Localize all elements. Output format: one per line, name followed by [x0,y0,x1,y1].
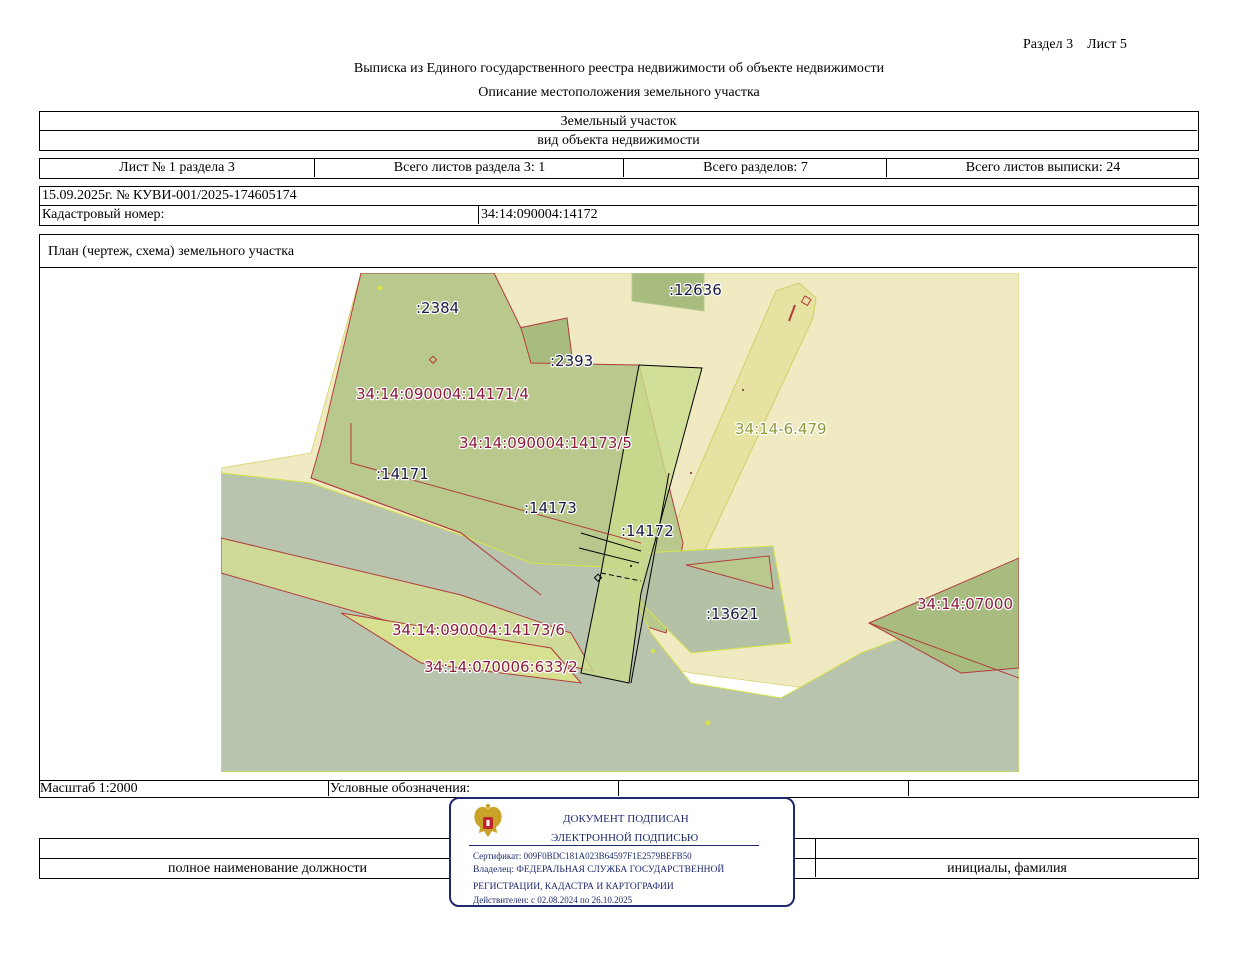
label-12636: :12636 [669,281,722,299]
label-6479: 34:14-6.479 [735,420,827,438]
record-table [39,186,1199,226]
document-subtitle: Описание местоположения земельного участка [478,85,760,100]
stamp-line1: ДОКУМЕНТ ПОДПИСАН [563,813,689,825]
total-sections: Всего разделов: 7 [703,160,808,175]
record-date-number: 15.09.2025г. № КУВИ-001/2025-174605174 [42,188,297,203]
label-2393: :2393 [550,352,594,370]
label-633-2: 34:14:070006:633/2 [424,658,578,676]
label-14173: :14173 [524,499,577,517]
cadastral-plan-map [221,273,1019,772]
label-14172: :14172 [621,522,674,540]
electronic-signature-stamp [449,797,795,907]
legend-label: Условные обозначения: [330,781,471,796]
plan-title: План (чертеж, схема) земельного участка [48,244,295,259]
sheet-of-section: Лист № 1 раздела 3 [119,160,235,175]
label-14173-6: 34:14:090004:14173/6 [392,621,565,639]
cadastral-number-value: 34:14:090004:14172 [481,207,598,222]
russia-coat-of-arms-icon [471,803,505,843]
label-070000: 34:14:07000 [917,595,1013,613]
object-type-table [39,111,1199,151]
stamp-certificate: Сертификат: 009F0BDC181A023B64597F1E2579BEFB50 [473,851,692,861]
position-caption: полное наименование должности [167,861,368,876]
section-sheet-indicator: Раздел 3 Лист 5 [1023,37,1127,52]
label-14171: :14171 [376,465,429,483]
object-type-value: Земельный участок [560,114,677,129]
scale-legend-row [39,780,1199,798]
stamp-line2: ЭЛЕКТРОННОЙ ПОДПИСЬЮ [551,832,699,844]
total-sheets: Всего листов выписки: 24 [965,160,1121,175]
label-13621: :13621 [706,605,759,623]
cadastral-number-label: Кадастровый номер: [42,207,165,222]
stamp-owner-line1: Владелец: ФЕДЕРАЛЬНАЯ СЛУЖБА ГОСУДАРСТВЕННОЙ [473,865,725,875]
object-type-caption: вид объекта недвижимости [537,133,700,148]
stamp-valid: Действителен: с 02.08.2024 по 26.10.2025 [473,895,633,905]
stamp-owner-line2: РЕГИСТРАЦИИ, КАДАСТРА И КАРТОГРАФИИ [473,882,674,892]
label-14171-4: 34:14:090004:14171/4 [356,385,529,403]
document-title: Выписка из Единого государственного реестра недвижимости об объекте недвижимости [353,61,885,76]
initials-caption: инициалы, фамилия [947,861,1067,876]
sheets-table [39,158,1199,179]
label-2384: :2384 [416,299,460,317]
label-14173-5: 34:14:090004:14173/5 [459,434,632,452]
scale-label: Масштаб 1:2000 [40,781,138,796]
total-sheets-section: Всего листов раздела 3: 1 [393,160,546,175]
